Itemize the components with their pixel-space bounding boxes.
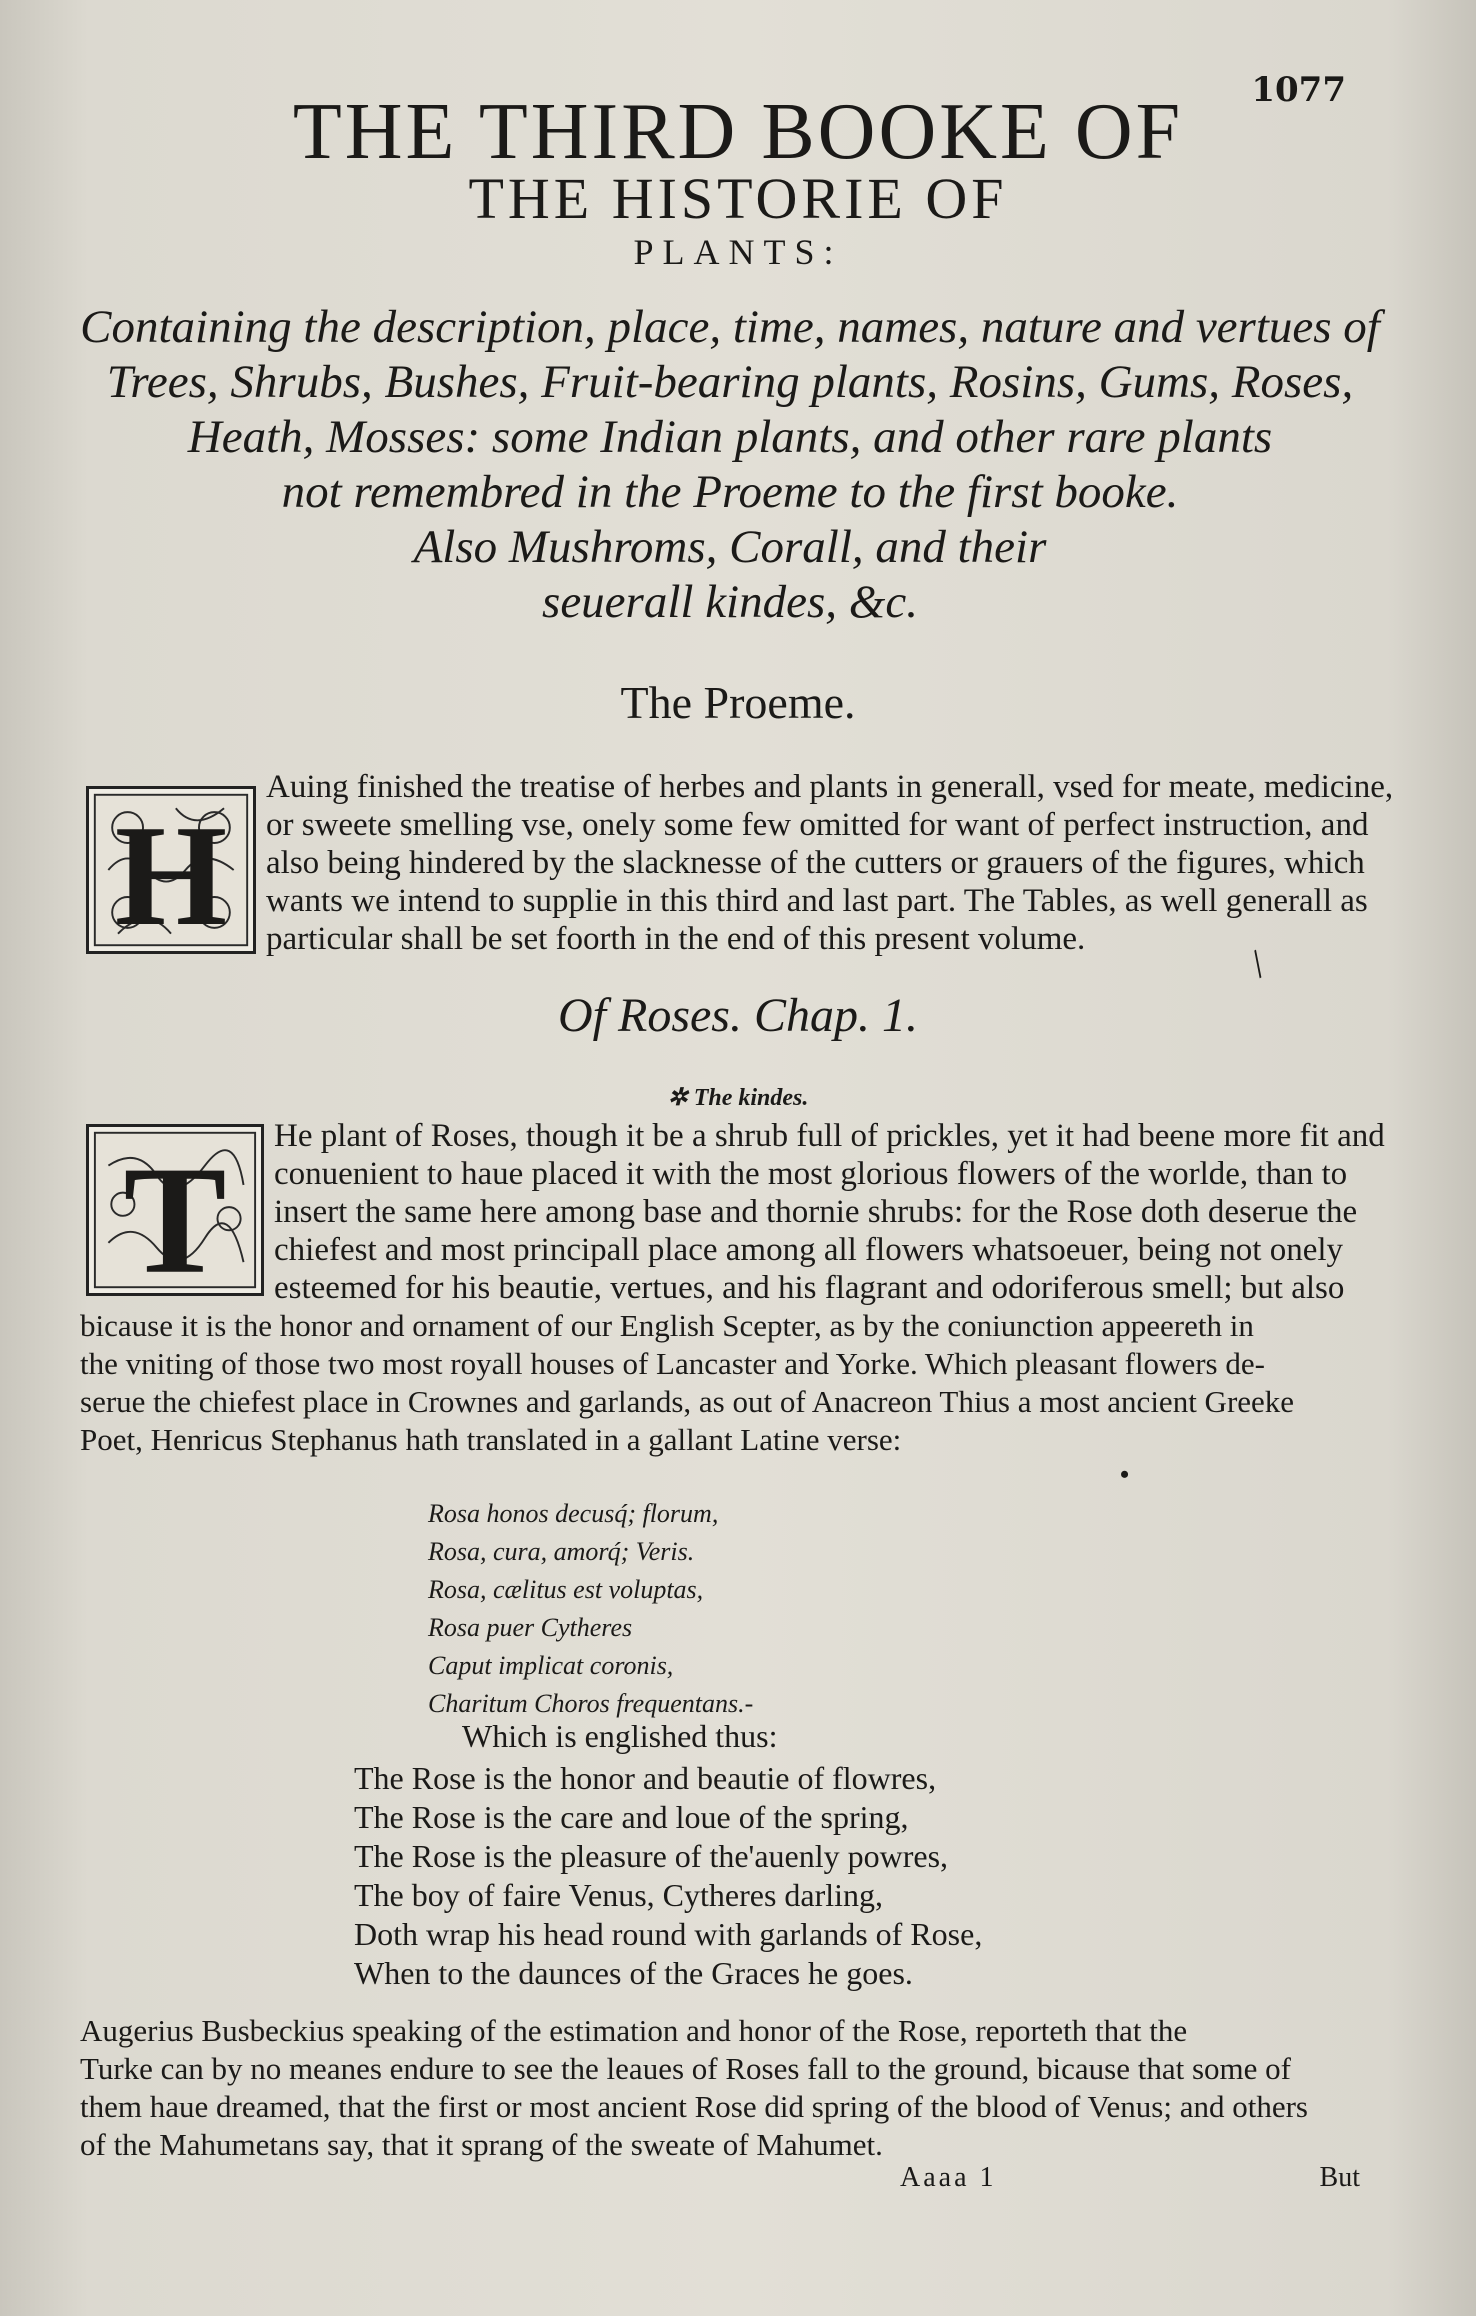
proeme-line: also being hindered by the slacknesse of the cutters or grauers of the figures, which	[266, 845, 1365, 881]
kindes-subheading: ✲ The kindes.	[667, 1085, 809, 1111]
proeme-paragraph	[266, 768, 1394, 958]
chapter-paragraph-full	[80, 1307, 1370, 1459]
chapter-line: bicause it is the honor and ornament of our English Scepter, as by the coniunction appeereth in	[80, 1308, 1254, 1343]
latin-verse-line: Charitum Choros frequentans.-	[428, 1689, 754, 1718]
chapter-line: chiefest and most principall place among all flowers whatsoeuer, being not onely	[274, 1232, 1344, 1268]
book-subtitle: THE HISTORIE OF	[468, 166, 1008, 231]
chapter-paragraph-indented	[274, 1117, 1385, 1307]
contents-line: Containing the description, place, time, names, nature and vertues of	[80, 301, 1380, 353]
proeme-line: or sweete smelling vse, onely some few omitted for want of perfect instruction, and	[266, 807, 1369, 843]
initial-letter-h: H	[114, 796, 228, 951]
floral-initial-ornament-icon	[89, 789, 253, 951]
english-verse-line: The Rose is the honor and beautie of flowres,	[354, 1760, 937, 1796]
signature-mark: Aaaa 1	[900, 2162, 997, 2193]
page-number: 1077	[1251, 70, 1346, 110]
contents-line: seuerall kindes, &c.	[542, 576, 918, 628]
english-verse-line: The boy of faire Venus, Cytheres darling,	[354, 1877, 884, 1913]
proeme-line: wants we intend to supplie in this third and last part. The Tables, as well generall as	[266, 883, 1368, 919]
chapter-line: esteemed for his beautie, vertues, and his flagrant and odoriferous smell; but also	[274, 1270, 1345, 1306]
closing-line: them haue dreamed, that the first or most ancient Rose did spring of the blood of Venus; and others	[80, 2089, 1308, 2124]
book-subtitle-plants: PLANTS:	[633, 232, 843, 272]
proeme-line: Auing finished the treatise of herbes and plants in generall, vsed for meate, medicine,	[266, 769, 1394, 805]
initial-letter-t: T	[123, 1134, 227, 1293]
contents-line: Trees, Shrubs, Bushes, Fruit-bearing plants, Rosins, Gums, Roses,	[106, 356, 1354, 408]
chapter-line: Poet, Henricus Stephanus hath translated in a gallant Latine verse:	[80, 1422, 902, 1457]
pen-mark: /	[1241, 941, 1274, 986]
book-title: THE THIRD BOOKE OF	[292, 88, 1184, 176]
closing-paragraph	[80, 2012, 1370, 2164]
chapter-line: conuenient to haue placed it with the most glorious flowers of the worlde, than to	[274, 1156, 1348, 1192]
english-verse-line: The Rose is the care and loue of the spring,	[354, 1799, 909, 1835]
proeme-line: particular shall be set foorth in the end of this present volume.	[266, 921, 1086, 957]
englished-intro: Which is englished thus:	[462, 1718, 778, 1754]
english-verse-line: When to the daunces of the Graces he goes.	[354, 1955, 913, 1991]
decorated-initial-h	[86, 786, 256, 954]
latin-verse-line: Rosa honos decusq́; florum,	[428, 1499, 719, 1528]
latin-verse-line: Rosa puer Cytheres	[428, 1613, 633, 1642]
decorated-initial-t	[86, 1124, 264, 1296]
closing-line: Augerius Busbeckius speaking of the estimation and honor of the Rose, reporteth that the	[80, 2013, 1188, 2048]
closing-line: of the Mahumetans say, that it sprang of the sweate of Mahumet.	[80, 2127, 883, 2162]
ink-blot: •	[1120, 1460, 1130, 1489]
catchword: But	[1319, 2162, 1360, 2193]
latin-verse-line: Rosa, cælitus est voluptas,	[428, 1575, 704, 1604]
latin-verse-line: Caput implicat coronis,	[428, 1651, 674, 1680]
chapter-title: Of Roses. Chap. 1.	[558, 989, 918, 1042]
contents-line: Also Mushroms, Corall, and their	[413, 521, 1047, 573]
english-verse	[354, 1759, 982, 1993]
english-verse-line: Doth wrap his head round with garlands of Rose,	[354, 1916, 983, 1952]
chapter-line: He plant of Roses, though it be a shrub full of prickles, yet it had beene more fit and	[274, 1118, 1385, 1154]
contents-line: not remembred in the Proeme to the first booke.	[281, 466, 1179, 518]
contents-description	[80, 300, 1380, 630]
chapter-line: the vniting of those two most royall houses of Lancaster and Yorke. Which pleasant flowers de-	[80, 1346, 1265, 1381]
floral-initial-ornament-icon	[89, 1127, 261, 1293]
latin-verse-line: Rosa, cura, amorq́; Veris.	[428, 1537, 695, 1566]
proeme-heading: The Proeme.	[620, 677, 856, 728]
closing-line: Turke can by no meanes endure to see the leaues of Roses fall to the ground, bicause that some of	[80, 2051, 1291, 2086]
chapter-line: insert the same here among base and thornie shrubs: for the Rose doth deserue the	[274, 1194, 1358, 1230]
latin-verse	[428, 1495, 753, 1723]
english-verse-line: The Rose is the pleasure of the'auenly powres,	[354, 1838, 949, 1874]
contents-line: Heath, Mosses: some Indian plants, and other rare plants	[187, 411, 1273, 463]
chapter-line: serue the chiefest place in Crownes and garlands, as out of Anacreon Thius a most ancient Greeke	[80, 1384, 1295, 1419]
